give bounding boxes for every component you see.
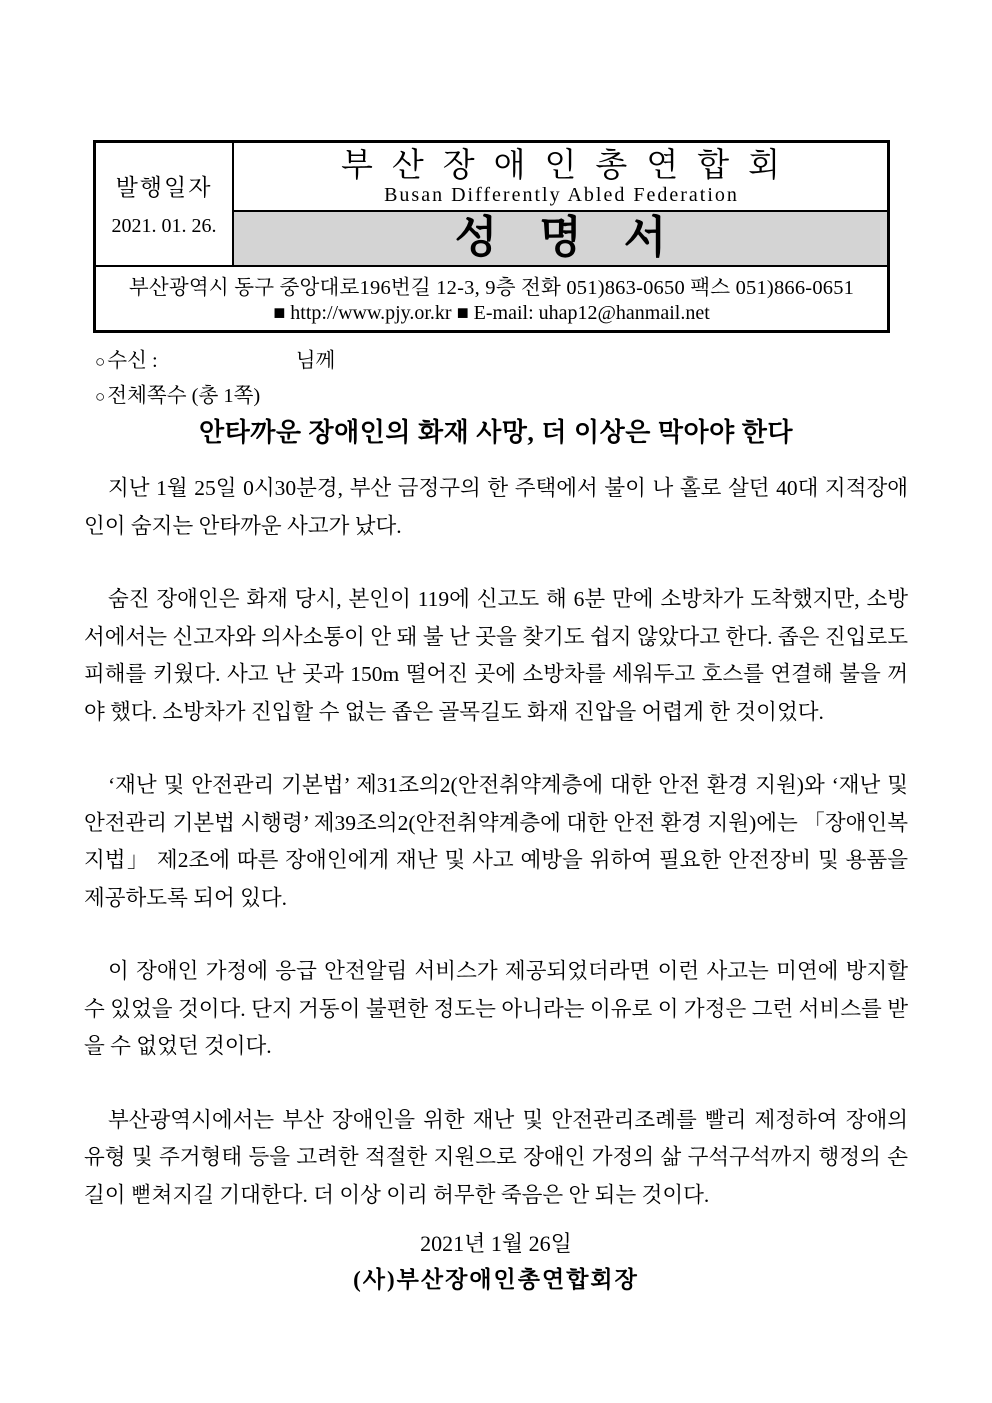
contact-address-line: 부산광역시 동구 중앙대로196번길 12-3, 9층 전화 051)863-0650 팩스 051)866-0651 [128, 276, 855, 299]
recipient-label: 수신 : [107, 350, 158, 372]
statement-date: 2021년 1월 26일 [420, 1231, 572, 1256]
circle-bullet-icon: ○ [95, 386, 106, 406]
issue-date-label: 발행일자 [115, 175, 213, 201]
circle-bullet-icon: ○ [95, 352, 106, 371]
issue-date-value: 2021. 01. 26. [111, 215, 217, 238]
page-count-label: 전체쪽수 (총 1쪽) [107, 384, 261, 407]
paragraph: ‘재난 및 안전관리 기본법’ 제31조의2(안전취약계층에 대한 안전 환경 지원)와 ‘재난 및 안전관리 기본법 시행령’ 제39조의2(안전취약계층에 대한 안전 환경 지원)에는 「장애인복지법」 제2조에 따른 장애인에게 재난 및 사고 예방을 위하여 필요한 안전장비 및 용품을 제공하도록 되어 있다. [84, 773, 908, 910]
paragraph: 숨진 장애인은 화재 당시, 본인이 119에 신고도 해 6분 만에 소방차가 도착했지만, 소방서에서는 신고자와 의사소통이 안 돼 불 난 곳을 찾기도 쉽지 않았다고 한다. 좁은 진입로도 피해를 키웠다. 사고 난 곳과 150m 떨어진 곳에 소방차를 세워두고 호스를 연결해 불을 꺼야 했다. 소방차가 진입할 수 없는 좁은 골목길도 화재 진압을 어렵게 한 것이었다. [84, 587, 908, 724]
contact-web-line: ■ http://www.pjy.or.kr ■ E-mail: uhap12@hanmail.net [273, 301, 710, 324]
contact-block [96, 265, 887, 330]
letterhead-top-row [96, 143, 887, 265]
page-count-line [95, 386, 335, 407]
letterhead-table [93, 140, 890, 333]
paragraph: 이 장애인 가정에 응급 안전알림 서비스가 제공되었더라면 이런 사고는 미연에 방지할 수 있었을 것이다. 단지 거동이 불편한 정도는 아니라는 이유로 이 가정은 그런 서비스를 받을 수 없었던 것이다. [84, 959, 908, 1058]
org-name-korean: 부산장애인총연합회 [341, 148, 799, 184]
recipient-block [95, 351, 335, 420]
recipient-honorific: 님께 [295, 350, 336, 372]
statement-body [84, 470, 908, 1214]
signature-line: (사)부산장애인총연합회장 [353, 1267, 639, 1292]
issue-date-cell [96, 143, 234, 265]
org-name-english: Busan Differently Abled Federation [384, 184, 739, 207]
org-name-block [234, 143, 887, 210]
paragraph: 부산광역시에서는 부산 장애인을 위한 재난 및 안전관리조례를 빨리 제정하여 장애의 유형 및 주거형태 등을 고려한 적절한 지원으로 장애인 가정의 삶 구석구석까지 행정의 손길이 뻗쳐지길 기대한다. 더 이상 이리 허무한 죽음은 안 되는 것이다. [84, 1107, 908, 1207]
doc-type-banner: 성명서 [234, 210, 887, 265]
recipient-line [95, 351, 335, 372]
letterhead-right-cell [234, 143, 887, 265]
paragraph: 지난 1월 25일 0시30분경, 부산 금정구의 한 주택에서 불이 나 홀로 살던 40대 지적장애인이 숨지는 안타까운 사고가 났다. [84, 476, 908, 538]
statement-title: 안타까운 장애인의 화재 사망, 더 이상은 막아야 한다 [199, 418, 793, 447]
